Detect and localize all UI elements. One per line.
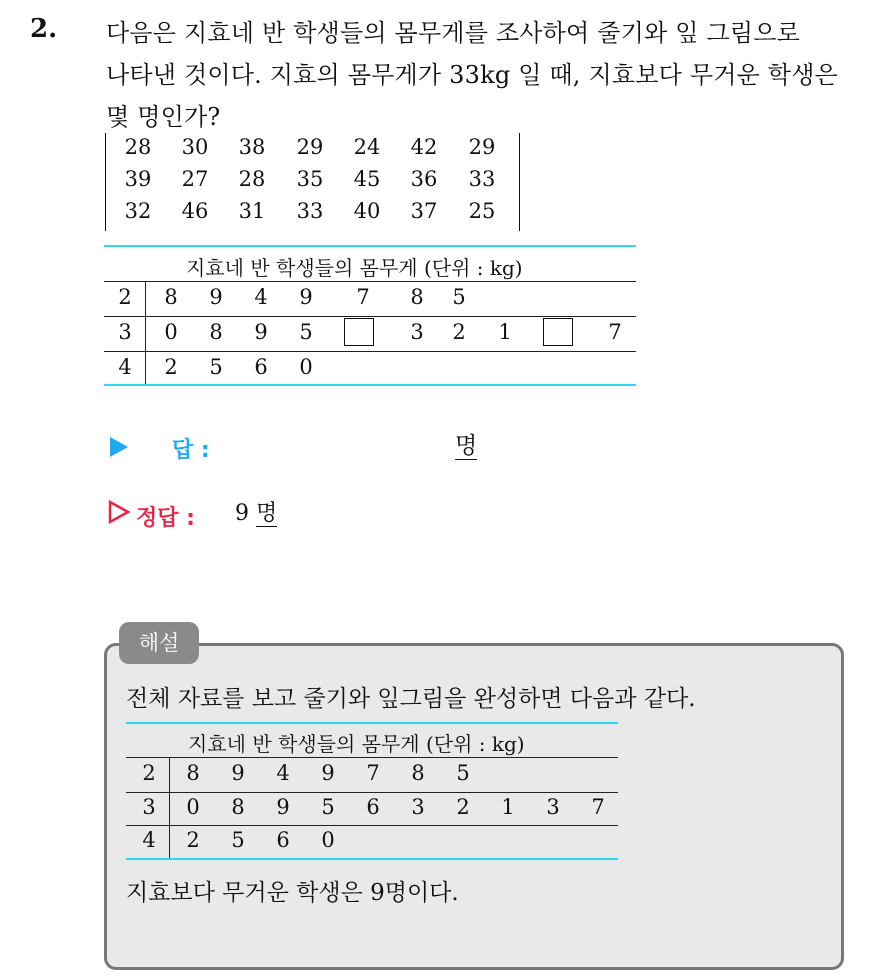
leaf: 9 xyxy=(209,285,223,309)
leaf: 4 xyxy=(276,761,290,785)
answer-label: 답 : xyxy=(172,438,210,463)
explanation-line-2: 지효보다 무거운 학생은 9명이다. xyxy=(126,880,459,906)
raw-data-value: 39 xyxy=(124,167,152,191)
raw-data-value: 28 xyxy=(124,135,152,159)
leaf: 7 xyxy=(591,795,605,819)
answer-unit[interactable]: 명 xyxy=(455,433,478,459)
leaf: 2 xyxy=(186,828,200,852)
table-divider xyxy=(104,351,636,352)
leaf: 5 xyxy=(456,761,470,785)
answer-arrow-icon xyxy=(110,437,128,457)
leaf: 9 xyxy=(299,285,313,309)
raw-data-value: 24 xyxy=(353,135,381,159)
question-line-2: 나타낸 것이다. 지효의 몸무게가 33kg 일 때, 지효보다 무거운 학생은 xyxy=(106,61,838,89)
explanation-line-1: 전체 자료를 보고 줄기와 잎그림을 완성하면 다음과 같다. xyxy=(126,686,696,712)
leaf: 8 xyxy=(186,761,200,785)
leaf: 7 xyxy=(608,320,622,344)
raw-data-value: 25 xyxy=(468,199,496,223)
correct-arrow-icon xyxy=(108,499,130,525)
table-divider xyxy=(104,316,636,317)
question-line-3: 몇 명인가? xyxy=(106,103,221,131)
leaf: 0 xyxy=(299,355,313,379)
leaf: 6 xyxy=(254,355,268,379)
table-bottom-rule xyxy=(104,384,636,386)
leaf: 7 xyxy=(356,285,370,309)
blank-box[interactable] xyxy=(543,318,573,346)
stem-2: 2 xyxy=(142,761,156,785)
question-number: 2. xyxy=(30,14,58,44)
leaf: 3 xyxy=(546,795,560,819)
raw-data-value: 45 xyxy=(353,167,381,191)
table-divider xyxy=(126,825,618,826)
leaf: 9 xyxy=(254,320,268,344)
raw-data-value: 40 xyxy=(353,199,381,223)
leaf: 3 xyxy=(410,320,424,344)
leaf: 8 xyxy=(231,795,245,819)
stem-3: 3 xyxy=(142,795,156,819)
table-divider xyxy=(126,792,618,793)
raw-data-value: 33 xyxy=(296,199,324,223)
leaf: 6 xyxy=(276,828,290,852)
leaf: 2 xyxy=(456,795,470,819)
stem-leaf-table xyxy=(104,245,636,387)
correct-answer-value: 9 xyxy=(235,501,249,526)
leaf: 0 xyxy=(164,320,178,344)
raw-data-value: 27 xyxy=(181,167,209,191)
leaf: 5 xyxy=(231,828,245,852)
leaf: 7 xyxy=(366,761,380,785)
leaf: 9 xyxy=(231,761,245,785)
leaf: 5 xyxy=(299,320,313,344)
leaf: 8 xyxy=(164,285,178,309)
raw-data-value: 28 xyxy=(238,167,266,191)
leaf: 0 xyxy=(186,795,200,819)
raw-data-value: 30 xyxy=(181,135,209,159)
table-title: 지효네 반 학생들의 몸무게 (단위 : kg) xyxy=(188,732,525,756)
stem-2: 2 xyxy=(118,285,132,309)
raw-data-value: 35 xyxy=(296,167,324,191)
leaf: 3 xyxy=(411,795,425,819)
question-line-1: 다음은 지효네 반 학생들의 몸무게를 조사하여 줄기와 잎 그림으로 xyxy=(106,19,800,47)
raw-data-value: 46 xyxy=(181,199,209,223)
stem-3: 3 xyxy=(118,320,132,344)
table-top-rule xyxy=(126,722,618,724)
leaf: 0 xyxy=(321,828,335,852)
correct-answer-label: 정답 : xyxy=(136,506,195,531)
stem-divider xyxy=(169,757,170,858)
leaf: 4 xyxy=(254,285,268,309)
raw-data-value: 36 xyxy=(410,167,438,191)
leaf: 6 xyxy=(366,795,380,819)
leaf: 5 xyxy=(321,795,335,819)
raw-data-value: 29 xyxy=(296,135,324,159)
blank-box[interactable] xyxy=(344,318,374,346)
leaf: 8 xyxy=(410,285,424,309)
raw-data-value: 42 xyxy=(410,135,438,159)
leaf: 5 xyxy=(452,285,466,309)
raw-data-value: 38 xyxy=(238,135,266,159)
raw-data-value: 31 xyxy=(238,199,266,223)
explanation-tab: 해설 xyxy=(119,622,199,664)
raw-data-value: 33 xyxy=(468,167,496,191)
raw-data-box xyxy=(105,133,520,231)
raw-data-value: 32 xyxy=(124,199,152,223)
leaf: 5 xyxy=(209,355,223,379)
correct-answer-unit: 명 xyxy=(256,501,278,526)
table-divider xyxy=(104,281,636,282)
stem-4: 4 xyxy=(118,355,132,379)
leaf: 1 xyxy=(498,320,512,344)
raw-data-value: 29 xyxy=(468,135,496,159)
leaf: 8 xyxy=(209,320,223,344)
table-bottom-rule xyxy=(126,858,618,860)
leaf: 2 xyxy=(452,320,466,344)
leaf: 9 xyxy=(321,761,335,785)
stem-divider xyxy=(145,281,146,384)
table-title: 지효네 반 학생들의 몸무게 (단위 : kg) xyxy=(186,256,523,280)
leaf: 9 xyxy=(276,795,290,819)
leaf: 1 xyxy=(501,795,515,819)
table-top-rule xyxy=(104,245,636,247)
leaf: 2 xyxy=(164,355,178,379)
table-divider xyxy=(126,757,618,758)
leaf: 8 xyxy=(411,761,425,785)
stem-4: 4 xyxy=(142,828,156,852)
raw-data-value: 37 xyxy=(410,199,438,223)
explanation-stem-leaf-table xyxy=(126,722,618,860)
